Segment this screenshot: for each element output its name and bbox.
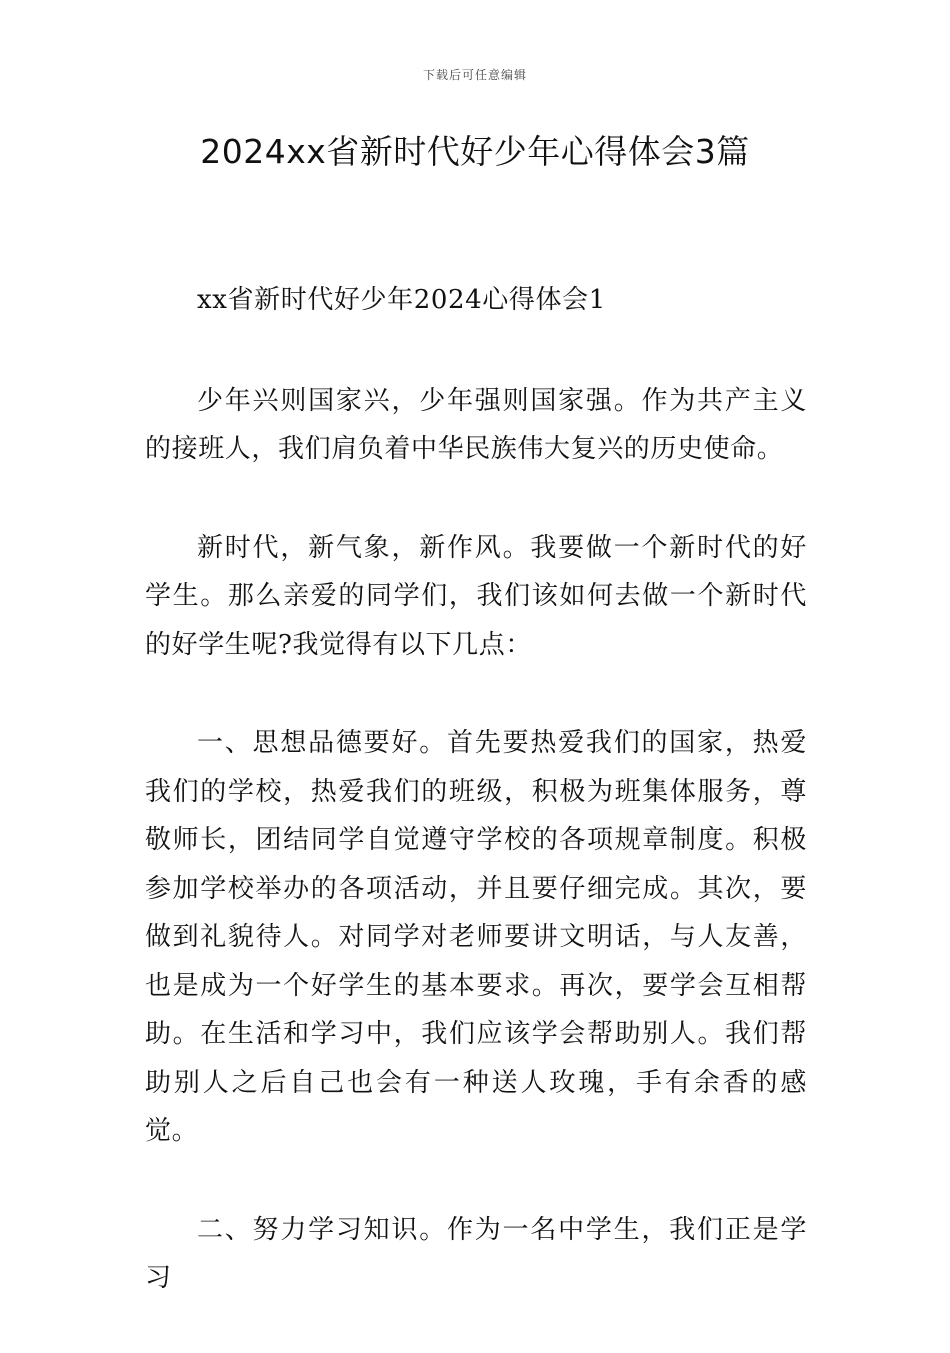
header-note: 下载后可任意编辑 (422, 68, 527, 82)
section-heading: xx省新时代好少年2024心得体会1 (197, 285, 606, 315)
document-title: 2024xx省新时代好少年心得体会3篇 (200, 132, 750, 171)
paragraph-intro: 少年兴则国家兴，少年强则国家强。作为共产主义的接班人，我们肩负着中华民族伟大复兴的历史使命。 (145, 385, 807, 464)
document-body (145, 276, 807, 1353)
paragraph-point-two: 二、努力学习知识。作为一名中学生，我们正是学习 (145, 1214, 807, 1293)
paragraph-new-era: 新时代，新气象，新作风。我要做一个新时代的好学生。那么亲爱的同学们，我们该如何去做一个新时代的好学生呢?我觉得有以下几点： (145, 532, 807, 660)
paragraph-point-one: 一、思想品德要好。首先要热爱我们的国家，热爱我们的学校，热爱我们的班级，积极为班集体服务，尊敬师长，团结同学自觉遵守学校的各项规章制度。积极参加学校举办的各项活动，并且要仔细完成。其次，要做到礼貌待人。对同学对老师要讲文明话，与人友善，也是成为一个好学生的基本要求。再次，要学会互相帮助。在生活和学习中，我们应该学会帮助别人。我们帮助别人之后自己也会有一种送人玫瑰，手有余香的感觉。 (145, 728, 807, 1146)
